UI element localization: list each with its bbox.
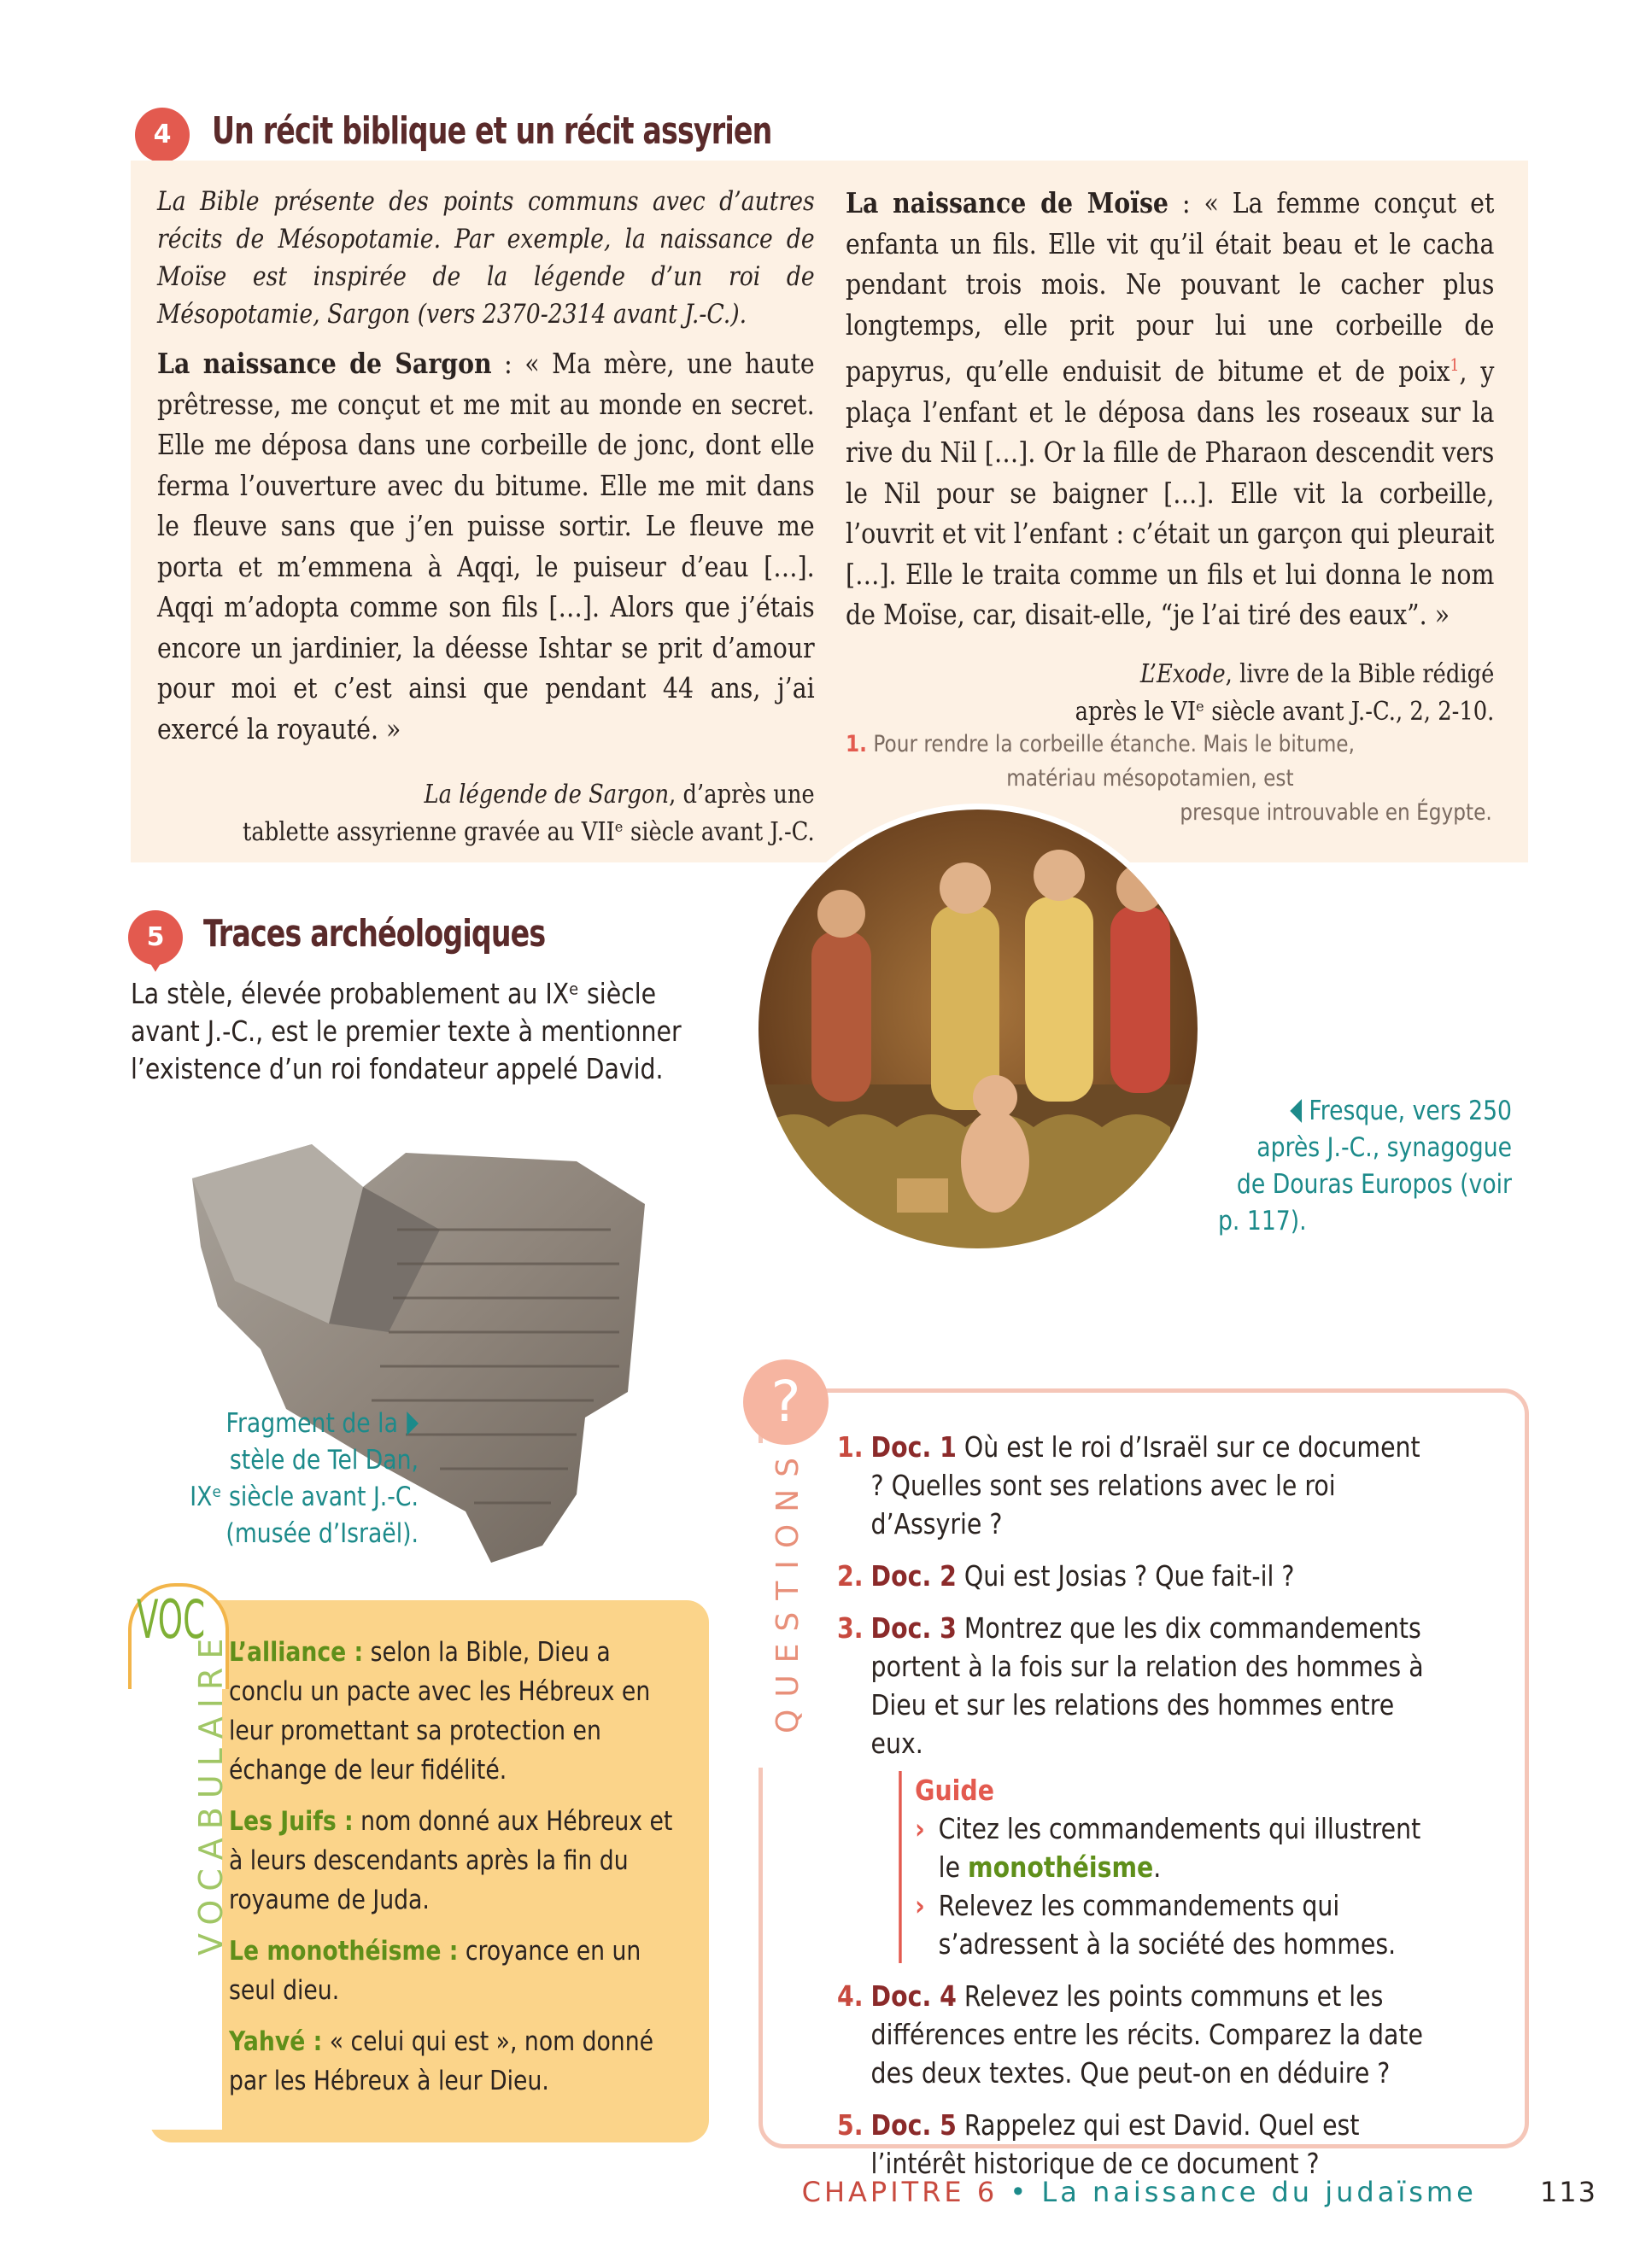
guide-item bbox=[915, 1809, 1425, 1886]
doc5-title: Traces archéologiques bbox=[203, 912, 546, 956]
question-text: Où est le roi d’Israël sur ce document ? Quelles sont ses relations avec le roi d’Assyrie ? bbox=[870, 1430, 1420, 1540]
fresco-image bbox=[752, 803, 1204, 1255]
question-item bbox=[837, 1977, 1425, 2092]
vocabulary-term: Le monothéisme : bbox=[229, 1936, 459, 1967]
guide-item bbox=[915, 1886, 1425, 1963]
moise-body-a: : « La femme conçut et enfanta un fils. Elle vit qu’il était beau et le cacha pendant trois mois. Ne pouvant le cacher plus longtemps, elle prit pour lui une corbeille de papyrus, qu’elle enduisit de bitume et de poix bbox=[846, 186, 1495, 388]
vocabulary-entry bbox=[229, 2022, 684, 2101]
guide-title: Guide bbox=[915, 1774, 994, 1807]
question-number: 5. bbox=[837, 2108, 864, 2142]
guide-keyword: monothéisme bbox=[968, 1850, 1154, 1884]
vocabulary-definition: croyance en un seul dieu. bbox=[229, 1936, 641, 2006]
question-doc-ref: Doc. 1 bbox=[870, 1430, 957, 1464]
guide-box bbox=[899, 1771, 1425, 1963]
question-item bbox=[837, 1609, 1425, 1963]
chevron-right-icon: › bbox=[915, 1812, 925, 1845]
vocabulary-entry bbox=[229, 1802, 684, 1920]
vocabulary-entry bbox=[229, 1932, 684, 2010]
question-doc-ref: Doc. 2 bbox=[870, 1559, 957, 1593]
vocabulary-term: Yahvé : bbox=[229, 2026, 323, 2057]
caret-left-icon bbox=[1290, 1099, 1302, 1123]
vocabulary-term: Les Juifs : bbox=[229, 1806, 354, 1837]
question-number: 2. bbox=[837, 1559, 864, 1593]
footnote-line3: presque introuvable en Égypte. bbox=[1180, 799, 1492, 826]
footer-bullet: • bbox=[1010, 2176, 1030, 2208]
question-text: Qui est Josias ? Que fait-il ? bbox=[956, 1559, 1295, 1593]
moise-source-line2: après le VIᵉ siècle avant J.-C., 2, 2-10. bbox=[1075, 696, 1495, 727]
question-doc-ref: Doc. 4 bbox=[870, 1979, 957, 2013]
chevron-right-icon: › bbox=[915, 1889, 925, 1922]
question-text: Relevez les points communs et les différences entre les récits. Comparez la date des deux textes. Que peut-on en déduire ? bbox=[870, 1979, 1423, 2090]
vocabulary-definition: selon la Bible, Dieu a conclu un pacte avec les Hébreux en leur promettant sa protection en échange de leur fidélité. bbox=[229, 1637, 651, 1786]
question-number: 3. bbox=[837, 1611, 864, 1645]
guide-item-text: Citez les commandements qui illustrent le bbox=[938, 1812, 1421, 1884]
caret-right-icon bbox=[407, 1412, 419, 1435]
footnote-marker: 1 bbox=[1450, 354, 1460, 375]
vocabulary-definition: nom donné aux Hébreux et à leurs descendants après la fin du royaume de Juda. bbox=[229, 1806, 673, 1915]
sargon-source bbox=[157, 776, 815, 851]
question-text: Montrez que les dix commandements portent à la fois sur la relation des hommes à Dieu et sur les relations des hommes entre eux. bbox=[870, 1611, 1424, 1760]
stele-caption-line4: (musée d’Israël). bbox=[226, 1518, 419, 1549]
vocabulary-side-label: VOCABULAIRE bbox=[192, 1629, 230, 1955]
fresco-caption-line3: de Douras Europos (voir bbox=[1236, 1169, 1512, 1200]
moise-source bbox=[846, 656, 1494, 731]
doc5-text: La stèle, élevée probablement au IXᵉ siècle avant J.-C., est le premier texte à mentionner l’existence d’un roi fondateur appelé David. bbox=[131, 977, 682, 1085]
question-mark-icon: ? bbox=[743, 1359, 829, 1445]
footnote-line1: Pour rendre la corbeille étanche. Mais le bitume, bbox=[873, 731, 1355, 757]
sargon-source-title: La légende de Sargon bbox=[424, 780, 670, 810]
stele-caption-line1: Fragment de la bbox=[226, 1408, 398, 1439]
vocabulary-definition: « celui qui est », nom donné par les Hébreux à leur Dieu. bbox=[229, 2026, 654, 2096]
doc4-left-column bbox=[157, 183, 815, 851]
moise-source-title: L’Exode bbox=[1139, 658, 1226, 689]
question-item bbox=[837, 1428, 1425, 1543]
page-number: 113 bbox=[1539, 2176, 1597, 2208]
question-text: Rappelez qui est David. Quel est l’intérêt historique de ce document ? bbox=[870, 2108, 1360, 2180]
sargon-heading: La naissance de Sargon bbox=[157, 347, 492, 380]
sargon-source-line2: tablette assyrienne gravée au VIIᵉ siècle avant J.-C. bbox=[243, 817, 815, 847]
vocabulary-list bbox=[229, 1633, 684, 2113]
question-doc-ref: Doc. 5 bbox=[870, 2108, 957, 2142]
sargon-body: : « Ma mère, une haute prêtresse, me conçut et me mit au monde en secret. Elle me déposa dans une corbeille de jonc, dont elle ferma l’ouverture avec du bitume. Elle me mit dans le fleuve sans que j’en puisse sortir. Le fleuve me porta et m’emmena à Aqqi, le puiseur d’eau […]. Aqqi m’adopta comme son fils […]. Alors que j’étais encore un jardinier, la déesse Ishtar se prit d’amour pour moi et c’est ainsi que pendant 44 ans, j’ai exercé la royauté. » bbox=[157, 347, 815, 745]
sargon-text bbox=[157, 343, 815, 749]
fresco-caption-line4: p. 117). bbox=[1218, 1206, 1307, 1236]
moise-body-b: , y plaça l’enfant et le déposa dans les roseaux sur la rive du Nil […]. Or la fille de Pharaon descendit vers le Nil pour se baigner […]. Elle vit la corbeille, l’ouvrit et vit l’enfant : c’était un garçon qui pleurait […]. Elle le traita comme un fils et lui donna le nom de Moïse, car, disait-elle, “je l’ai tiré des eaux”. » bbox=[846, 354, 1495, 631]
doc5-number-badge: 5 bbox=[128, 910, 183, 965]
stele-caption-line3: IXᵉ siècle avant J.-C. bbox=[190, 1482, 419, 1512]
guide-item-end: . bbox=[1153, 1850, 1162, 1884]
doc4-number-badge: 4 bbox=[135, 108, 190, 162]
fresco-caption-line1: Fresque, vers 250 bbox=[1309, 1096, 1512, 1126]
doc4-intro: La Bible présente des points communs avec d’autres récits de Mésopotamie. Par exemple, la naissance de Moïse est inspirée de la légende d’un roi de Mésopotamie, Sargon (vers 2370-2314 avant J.-C.). bbox=[157, 186, 815, 330]
doc4-title: Un récit biblique et un récit assyrien bbox=[212, 109, 772, 153]
stele-caption bbox=[169, 1406, 419, 1552]
chapter-label: CHAPITRE 6 bbox=[801, 2176, 999, 2208]
page-footer bbox=[802, 2176, 1597, 2208]
moise-heading: La naissance de Moïse bbox=[846, 186, 1168, 219]
moise-source-rest: , livre de la Bible rédigé bbox=[1225, 658, 1495, 689]
stele-caption-line2: stèle de Tel Dan, bbox=[229, 1445, 419, 1476]
fresco-caption bbox=[1189, 1093, 1512, 1240]
doc4-right-column bbox=[846, 183, 1494, 731]
footnote-number: 1. bbox=[846, 731, 867, 757]
vocabulary-term: L’alliance : bbox=[229, 1637, 364, 1668]
footnote-line2: matériau mésopotamien, est bbox=[1006, 765, 1294, 792]
vocabulary-entry bbox=[229, 1633, 684, 1790]
questions-list bbox=[837, 1428, 1425, 2196]
question-item bbox=[837, 2106, 1425, 2183]
question-item bbox=[837, 1557, 1425, 1595]
sargon-source-rest: , d’après une bbox=[669, 780, 815, 810]
question-doc-ref: Doc. 3 bbox=[870, 1611, 957, 1645]
moise-text bbox=[846, 183, 1494, 635]
questions-side-label: QUESTIONS bbox=[770, 1445, 805, 1733]
guide-item-text: Relevez les commandements qui s’adressent à la société des hommes. bbox=[938, 1889, 1397, 1961]
vocabulary-tab-label: VOC bbox=[137, 1588, 206, 1651]
question-number: 1. bbox=[837, 1430, 864, 1464]
fresco-caption-line2: après J.-C., synagogue bbox=[1256, 1132, 1512, 1163]
chapter-title: La naissance du judaïsme bbox=[1041, 2176, 1477, 2208]
question-number: 4. bbox=[837, 1979, 864, 2013]
